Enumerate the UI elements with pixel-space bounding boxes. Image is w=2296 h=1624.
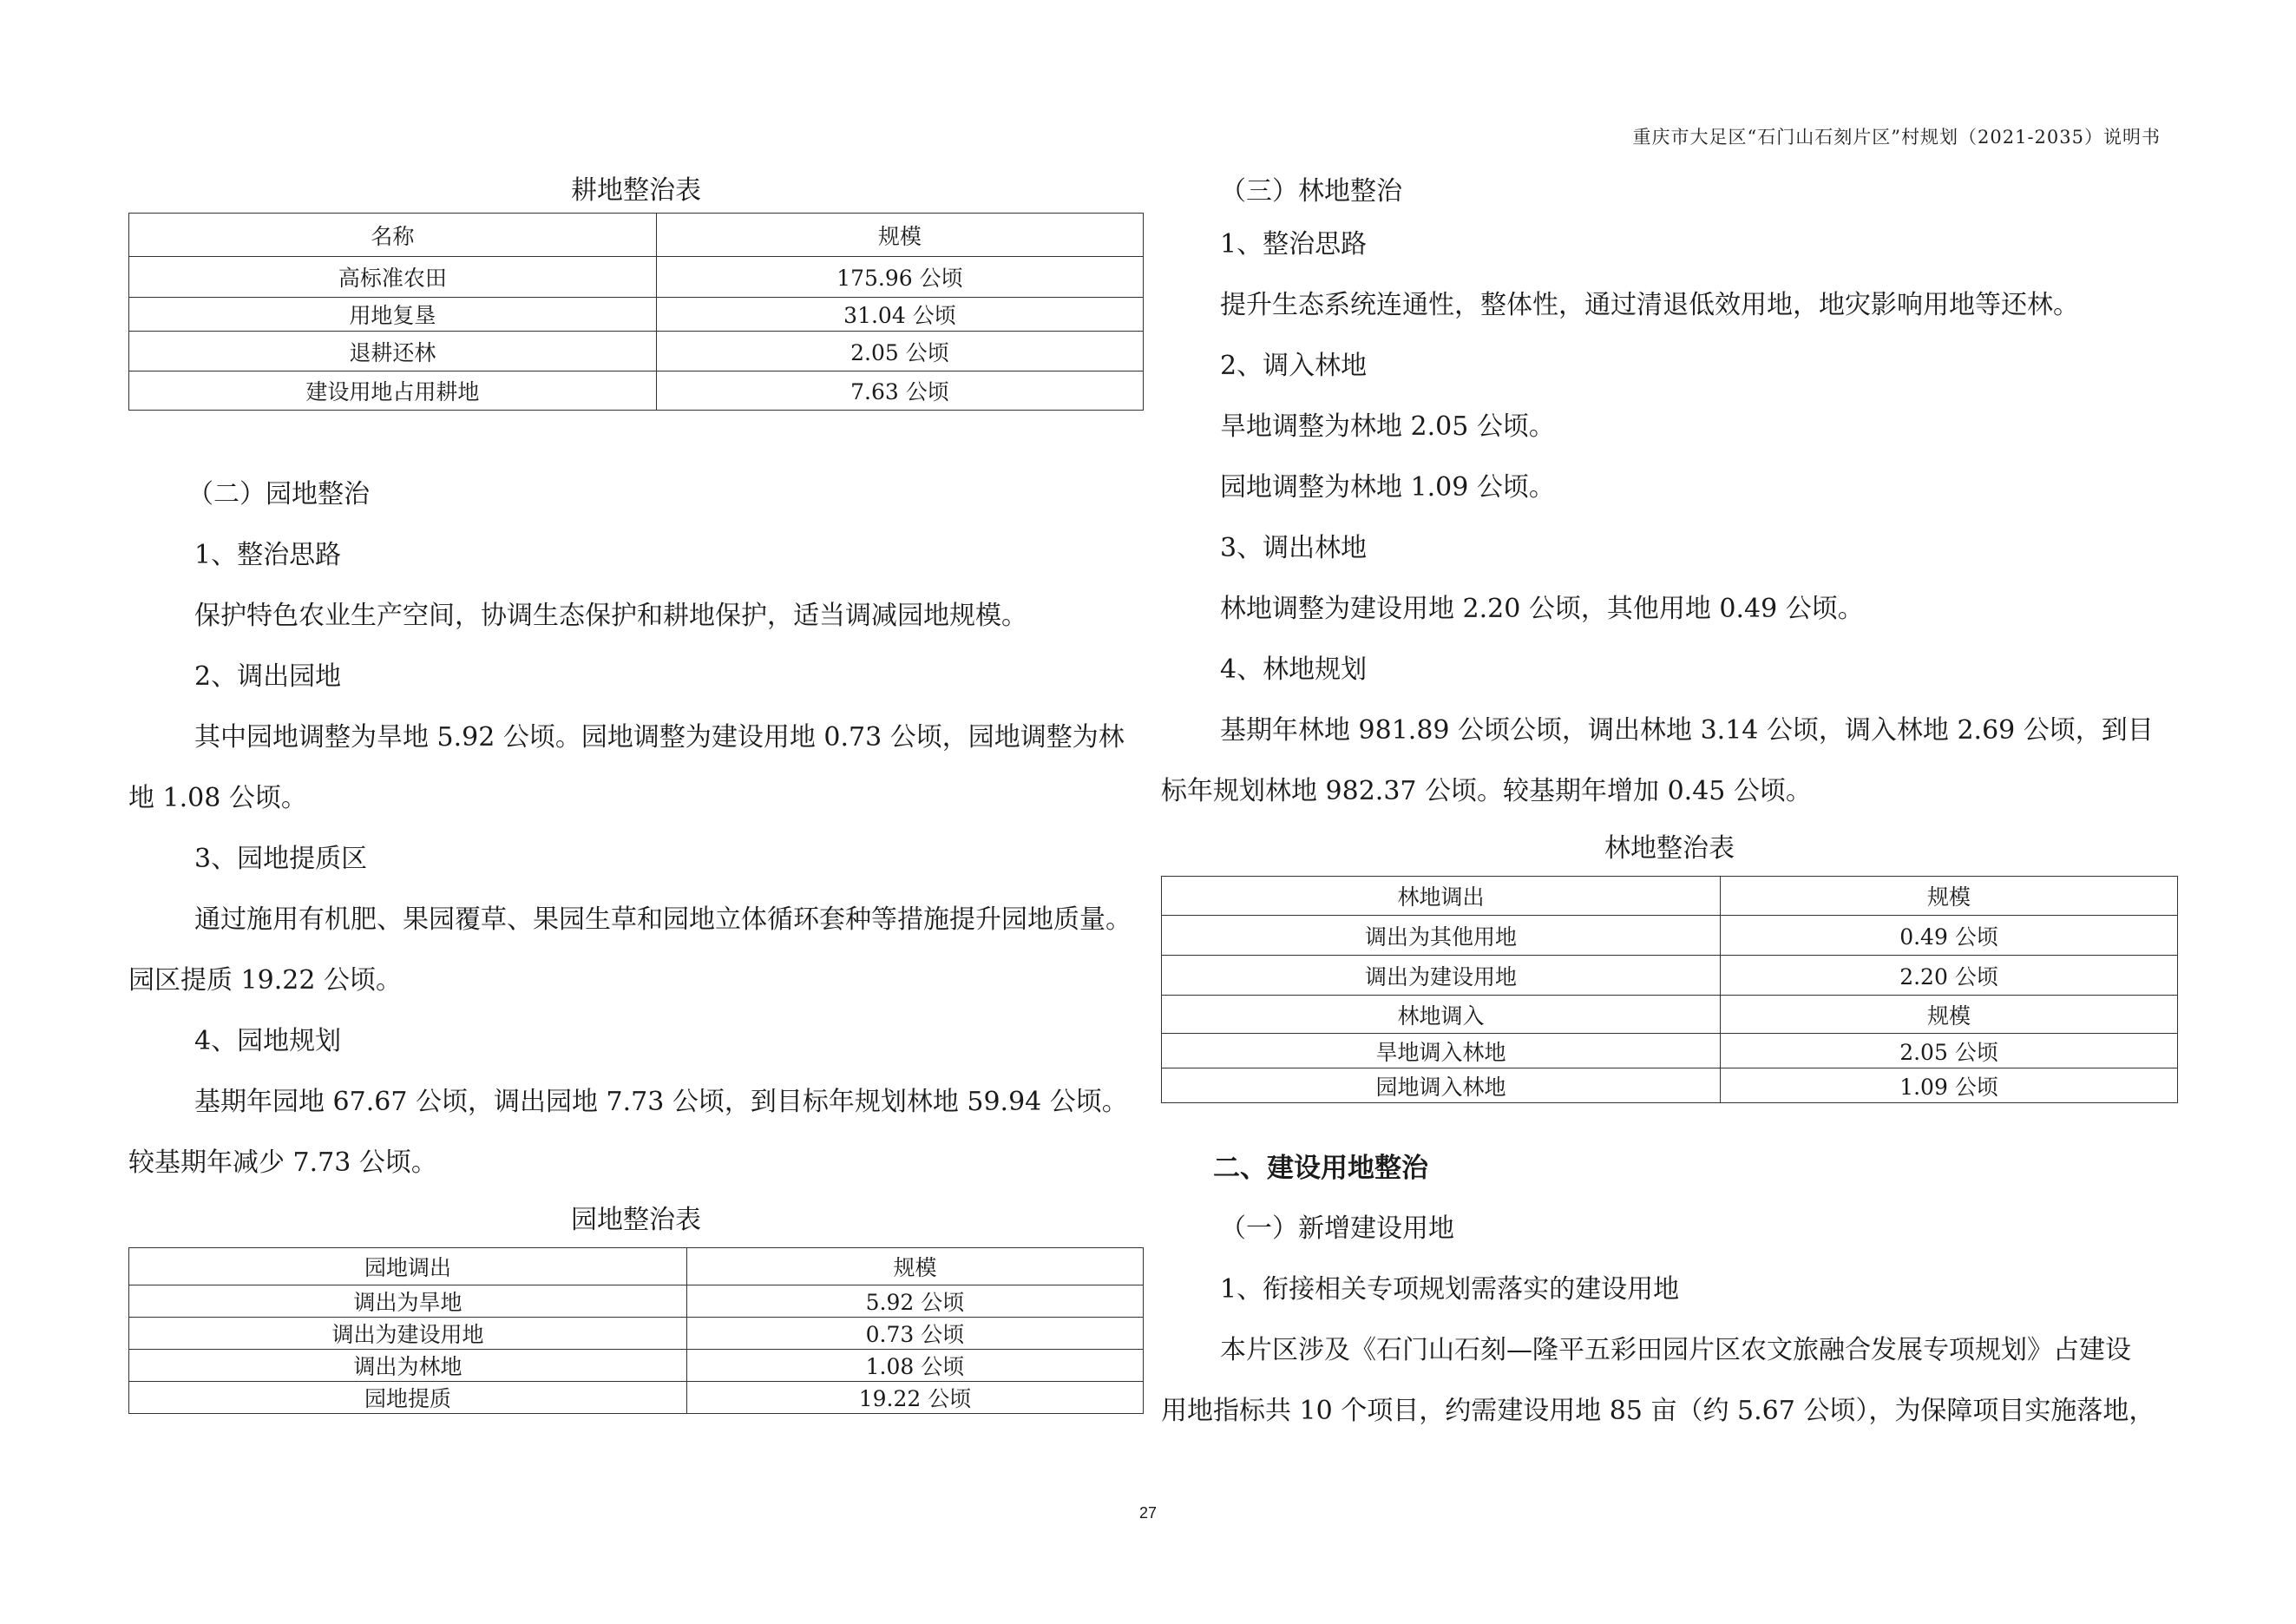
- table-cell: 调出为旱地: [129, 1285, 687, 1318]
- table-cell: 1.09 公顷: [1721, 1068, 2178, 1103]
- paragraph: 用地指标共 10 个项目，约需建设用地 85 亩（约 5.67 公顷），为保障项目实施落地，: [1161, 1396, 2155, 1426]
- table-cell: 19.22 公顷: [686, 1382, 1143, 1414]
- section-title: （三）林地整治: [1220, 176, 1402, 207]
- paragraph: 1、整治思路: [1220, 229, 1368, 260]
- paragraph: 2、调出园地: [194, 661, 342, 692]
- table-cell: 建设用地占用耕地: [129, 371, 657, 411]
- table-cell: 调出为建设用地: [129, 1318, 687, 1350]
- paragraph: 2、调入林地: [1220, 351, 1368, 381]
- table-header-cell: 规模: [656, 214, 1143, 257]
- table-header-row: [129, 1248, 1144, 1285]
- paragraph: 标年规划林地 982.37 公顷。较基期年增加 0.45 公顷。: [1161, 776, 1812, 806]
- paragraph: 4、园地规划: [194, 1026, 342, 1056]
- table-row: [1162, 1034, 2178, 1068]
- table-cell: 2.05 公顷: [656, 332, 1143, 371]
- table-cell: 园地提质: [129, 1382, 687, 1414]
- paragraph: 园区提质 19.22 公顷。: [128, 965, 402, 996]
- paragraph: 保护特色农业生产空间，协调生态保护和耕地保护，适当调减园地规模。: [194, 601, 1027, 631]
- table-row: [129, 1350, 1144, 1382]
- table-cell: 5.92 公顷: [686, 1285, 1143, 1318]
- paragraph: 本片区涉及《石门山石刻—隆平五彩田园片区农文旅融合发展专项规划》占建设: [1220, 1335, 2131, 1365]
- table-cell: 用地复垦: [129, 298, 657, 332]
- lindi-table: [1161, 876, 2178, 1103]
- table-cell: 规模: [1721, 877, 2178, 916]
- table-cell: 175.96 公顷: [656, 257, 1143, 298]
- table-cell: 2.20 公顷: [1721, 956, 2178, 996]
- paragraph: 4、林地规划: [1220, 654, 1368, 685]
- gengdi-table: [128, 213, 1144, 411]
- section-title: （二）园地整治: [187, 479, 370, 510]
- table-row: [129, 332, 1144, 371]
- table-row: [129, 257, 1144, 298]
- table-row: [129, 371, 1144, 411]
- table-cell: 林地调出: [1162, 877, 1721, 916]
- table-header-row: [1162, 996, 2178, 1034]
- paragraph: 地 1.08 公顷。: [128, 783, 307, 813]
- table-cell: 规模: [1721, 996, 2178, 1034]
- table-header-cell: 名称: [129, 214, 657, 257]
- table-cell: 退耕还林: [129, 332, 657, 371]
- paragraph: 通过施用有机肥、果园覆草、果园生草和园地立体循环套种等措施提升园地质量。: [194, 904, 1132, 935]
- paragraph: 基期年园地 67.67 公顷，调出园地 7.73 公顷，到目标年规划林地 59.94 公顷。: [194, 1087, 1128, 1117]
- table-cell: 2.05 公顷: [1721, 1034, 2178, 1068]
- table-row: [129, 1318, 1144, 1350]
- table-cell: 调出为其他用地: [1162, 916, 1721, 956]
- yuandi-table: [128, 1247, 1144, 1414]
- table-row: [129, 1285, 1144, 1318]
- document-header: 重庆市大足区“石门山石刻片区”村规划（2021-2035）说明书: [1632, 127, 2161, 148]
- paragraph: 提升生态系统连通性，整体性，通过清退低效用地，地灾影响用地等还林。: [1220, 290, 2079, 320]
- gengdi-table-title: 耕地整治表: [571, 175, 701, 206]
- table-row: [1162, 916, 2178, 956]
- paragraph: 3、调出林地: [1220, 533, 1368, 563]
- paragraph: （一）新增建设用地: [1220, 1213, 1454, 1244]
- paragraph: 1、衔接相关专项规划需落实的建设用地: [1220, 1274, 1680, 1305]
- page-number: 27: [1139, 1504, 1158, 1522]
- table-cell: 园地调入林地: [1162, 1068, 1721, 1103]
- yuandi-table-title: 园地整治表: [571, 1205, 701, 1235]
- table-cell: 高标准农田: [129, 257, 657, 298]
- table-cell: 林地调入: [1162, 996, 1721, 1034]
- table-cell: 1.08 公顷: [686, 1350, 1143, 1382]
- paragraph: 其中园地调整为旱地 5.92 公顷。园地调整为建设用地 0.73 公顷，园地调整为林: [194, 722, 1125, 753]
- table-cell: 31.04 公顷: [656, 298, 1143, 332]
- table-cell: 7.63 公顷: [656, 371, 1143, 411]
- table-cell: 调出为林地: [129, 1350, 687, 1382]
- left-column: [128, 169, 1144, 1414]
- table-header-row: [129, 214, 1144, 257]
- lindi-table-title: 林地整治表: [1604, 833, 1735, 864]
- paragraph: 1、整治思路: [194, 540, 342, 570]
- table-header-row: [1162, 877, 2178, 916]
- table-header-cell: 园地调出: [129, 1248, 687, 1285]
- right-column: [1161, 169, 2178, 1442]
- table-row: [1162, 956, 2178, 996]
- paragraph: 3、园地提质区: [194, 844, 368, 874]
- paragraph: 基期年林地 981.89 公顷公顷，调出林地 3.14 公顷，调入林地 2.69 公顷，到目: [1220, 715, 2154, 746]
- table-cell: 旱地调入林地: [1162, 1034, 1721, 1068]
- table-row: [129, 1382, 1144, 1414]
- table-cell: 0.73 公顷: [686, 1318, 1143, 1350]
- section-heading: 二、建设用地整治: [1213, 1153, 1428, 1184]
- table-header-cell: 规模: [686, 1248, 1143, 1285]
- table-cell: 调出为建设用地: [1162, 956, 1721, 996]
- table-row: [129, 298, 1144, 332]
- paragraph: 园地调整为林地 1.09 公顷。: [1220, 472, 1555, 503]
- table-row: [1162, 1068, 2178, 1103]
- paragraph: 较基期年减少 7.73 公顷。: [128, 1147, 437, 1178]
- paragraph: 林地调整为建设用地 2.20 公顷，其他用地 0.49 公顷。: [1220, 594, 1864, 624]
- table-cell: 0.49 公顷: [1721, 916, 2178, 956]
- paragraph: 旱地调整为林地 2.05 公顷。: [1220, 411, 1555, 442]
